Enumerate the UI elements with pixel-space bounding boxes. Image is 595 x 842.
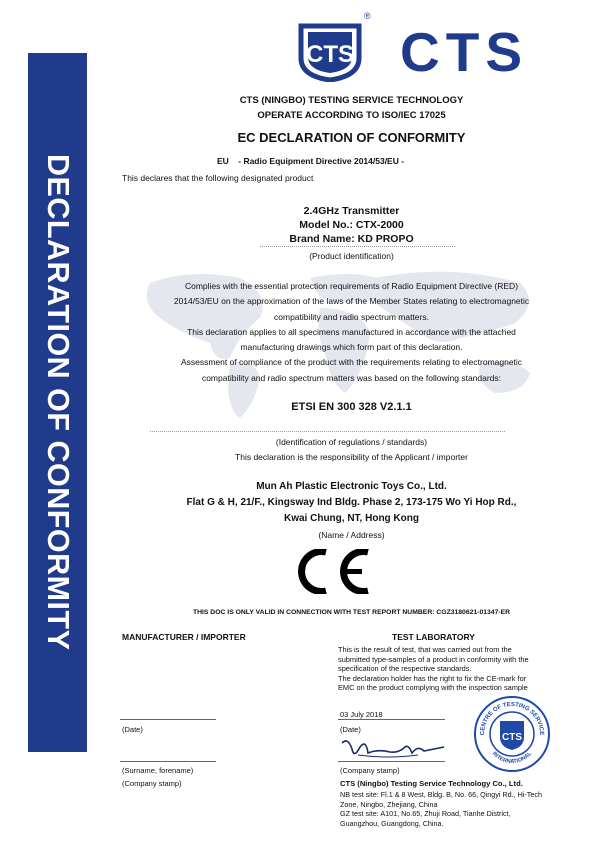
product-model: Model No.: CTX-2000 [299, 219, 404, 231]
laboratory-stamp-line [338, 761, 445, 762]
laboratory-date-line [338, 719, 445, 720]
product-brand: Brand Name: KD PROPO [289, 233, 414, 245]
laboratory-result [338, 645, 548, 693]
ce-mark [290, 549, 372, 594]
product-underline [260, 246, 455, 247]
manufacturer-name-line [120, 761, 216, 762]
intro-line: This declares that the following designated product [122, 173, 314, 183]
vertical-title-text: DECLARATION OF CONFORMITY [41, 154, 75, 651]
ce-mark-icon [290, 549, 372, 594]
assessment-line-1: Assessment of compliance of the product with the requirements relating to electromagnetic [180, 357, 523, 368]
signature-icon [338, 735, 448, 763]
laboratory-date-label: (Date) [340, 725, 361, 734]
seal-top-text: CENTRE OF TESTING SERVICE [479, 701, 545, 736]
compliance-paragraph [108, 279, 595, 386]
iso-statement: OPERATE ACCORDING TO ISO/IEC 17025 [257, 110, 446, 121]
result-line-4: The declaration holder has the right to fix the CE-mark for [338, 673, 527, 683]
standard-underline [150, 431, 505, 432]
manufacturer-heading: MANUFACTURER / IMPORTER [122, 632, 246, 642]
applicant-company: Mun Ah Plastic Electronic Toys Co., Ltd. [256, 481, 447, 492]
compliance-line-1: Complies with the essential protection requirements of Radio Equipment Directive (RED) [184, 281, 519, 291]
product-name: 2.4GHz Transmitter [303, 205, 400, 217]
manufacturer-date-label: (Date) [122, 725, 143, 734]
assessment-line-2: compatibility and radio spectrum matters was based on the following standards: [201, 372, 502, 383]
manufacturer-date-line [120, 719, 216, 720]
svg-text:INTERNATIONAL [491, 750, 534, 765]
cts-brand-text: CTS [400, 21, 528, 83]
logo-mark-text: CTS [306, 41, 354, 68]
gz-site-line-1: GZ test site: A101, No.65, Zhuji Road, Tianhe District, [340, 809, 511, 818]
applies-line-1: This declaration applies to all specimens manufactured in accordance with the attached [187, 326, 516, 337]
laboratory-date-value: 03 July 2018 [340, 710, 383, 719]
cts-seal [473, 695, 551, 773]
result-line-5: EMC on the product complying with the inspection sample [338, 683, 528, 693]
result-line-2: submitted type-samples of a product in conformity with the [338, 654, 529, 664]
seal-center-text: CTS [502, 732, 522, 743]
product-caption: (Product identification) [309, 251, 394, 261]
laboratory-company: CTS (Ningbo) Testing Service Technology Co., Ltd. [340, 779, 523, 788]
applicant-caption: (Name / Address) [318, 530, 385, 540]
laboratory-sites [340, 790, 542, 828]
standard-name: ETSI EN 300 328 V2.1.1 [291, 401, 412, 413]
compliance-line-3: compatibility and radio spectrum matters. [274, 311, 429, 322]
document-title: EC DECLARATION OF CONFORMITY [237, 130, 466, 145]
vertical-title [28, 53, 87, 752]
nb-site-line-1: NB test site: Fl.1 & 8 West, Bldg. B, No. 66, Qingyi Rd., Hi-Tech [340, 790, 542, 799]
registered-mark: ® [364, 11, 371, 21]
responsibility-line: This declaration is the responsibility of the Applicant / importer [235, 452, 468, 462]
standard-caption: (Identification of regulations / standards) [275, 437, 428, 447]
manufacturer-stamp-label: (Company stamp) [122, 779, 182, 788]
applicant-address-1: Flat G & H, 21/F., Kingsway Ind Bldg. Phase 2, 173-175 Wo Yi Hop Rd., [186, 497, 517, 508]
applicant-address-2: Kwai Chung, NT, Hong Kong [284, 513, 419, 524]
nb-site-line-2: Zone, Ningbo, Zhejiang, China [340, 799, 438, 809]
seal-bottom-text: INTERNATIONAL [490, 750, 534, 766]
laboratory-heading: TEST LABORATORY [392, 632, 475, 642]
result-line-3: specification of the respective standards. [338, 664, 472, 674]
manufacturer-name-label: (Surname, forename) [122, 766, 194, 775]
cts-logo-mark [297, 20, 367, 82]
result-line-1: This is the result of test, that was carried out from the [338, 645, 512, 654]
signature [338, 735, 448, 763]
gz-site-line-2: Guangzhou, Guangdong, China. [340, 818, 444, 828]
cts-logo-icon [297, 20, 367, 82]
lab-name: CTS (NINGBO) TESTING SERVICE TECHNOLOGY [239, 95, 464, 106]
laboratory-stamp-label: (Company stamp) [340, 766, 400, 775]
directive-line: EU - Radio Equipment Directive 2014/53/EU - [217, 156, 405, 166]
applies-line-2: manufacturing drawings which form part of this declaration. [240, 342, 463, 353]
cts-seal-icon [473, 695, 551, 773]
compliance-line-2: 2014/53/EU on the approximation of the laws of the Member States relating to electromagnetic [173, 296, 530, 307]
validity-note: THIS DOC IS ONLY VALID IN CONNECTION WITH TEST REPORT NUMBER: CGZ3180621-01347-ER [192, 609, 511, 616]
